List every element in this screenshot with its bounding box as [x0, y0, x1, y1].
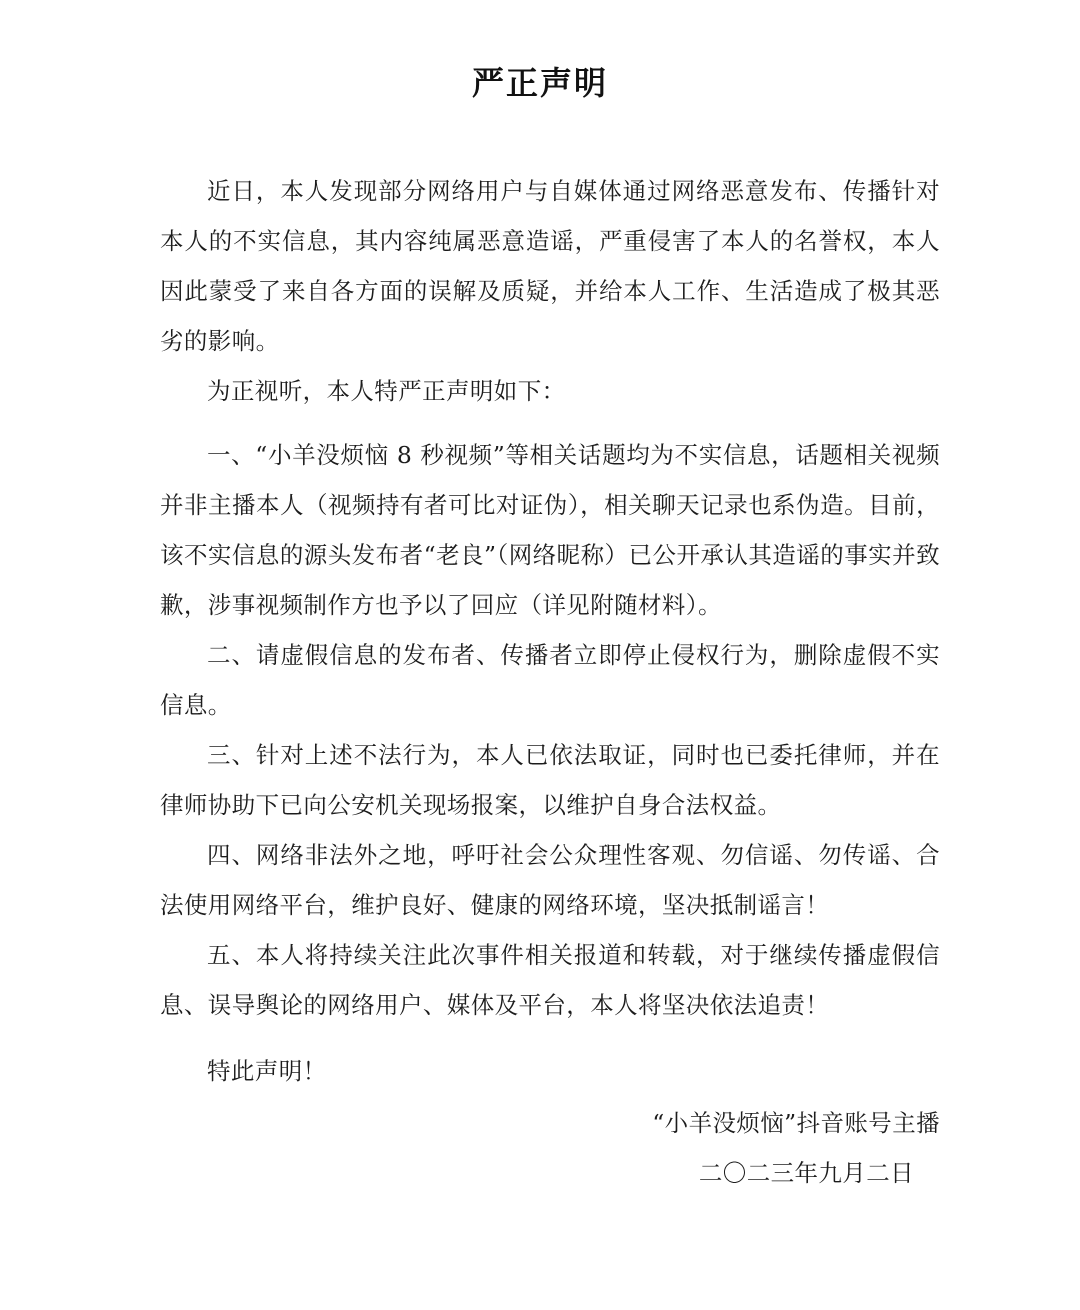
- paragraph-point-3: 三、针对上述不法行为，本人已依法取证，同时也已委托律师，并在律师协助下已向公安机关现场报案，以维护自身合法权益。: [160, 741, 940, 819]
- paragraph-point-4: 四、网络非法外之地，呼吁社会公众理性客观、勿信谣、勿传谣、合法使用网络平台，维护良好、健康的网络环境，坚决抵制谣言！: [160, 841, 940, 919]
- paragraph-declaration-lead: 为正视听，本人特严正声明如下：: [207, 377, 566, 405]
- signature-date: 二〇二三年九月二日: [698, 1159, 914, 1187]
- paragraph-point-2: 二、请虚假信息的发布者、传播者立即停止侵权行为，删除虚假不实信息。: [160, 641, 940, 719]
- signature-name: “小羊没烦恼”抖音账号主播: [652, 1109, 940, 1137]
- document-title: 严正声明: [471, 64, 608, 102]
- paragraph-point-1: 一、“小羊没烦恼 8 秒视频”等相关话题均为不实信息，话题相关视频并非主播本人（视频持有者可比对证伪），相关聊天记录也系伪造。目前，该不实信息的源头发布者“老良”（网络昵称）已公开承认其造谣的事实并致歉，涉事视频制作方也予以了回应（详见附随材料）。: [160, 441, 940, 619]
- paragraph-point-5: 五、本人将持续关注此次事件相关报道和转载，对于继续传播虚假信息、误导舆论的网络用户、媒体及平台，本人将坚决依法追责！: [160, 941, 940, 1019]
- paragraph-intro: 近日，本人发现部分网络用户与自媒体通过网络恶意发布、传播针对本人的不实信息，其内容纯属恶意造谣，严重侵害了本人的名誉权，本人因此蒙受了来自各方面的误解及质疑，并给本人工作、生活造成了极其恶劣的影响。: [160, 177, 940, 355]
- document-body: [160, 166, 940, 1096]
- paragraph-closing: 特此声明！: [207, 1057, 327, 1085]
- signature-block: [652, 1098, 940, 1198]
